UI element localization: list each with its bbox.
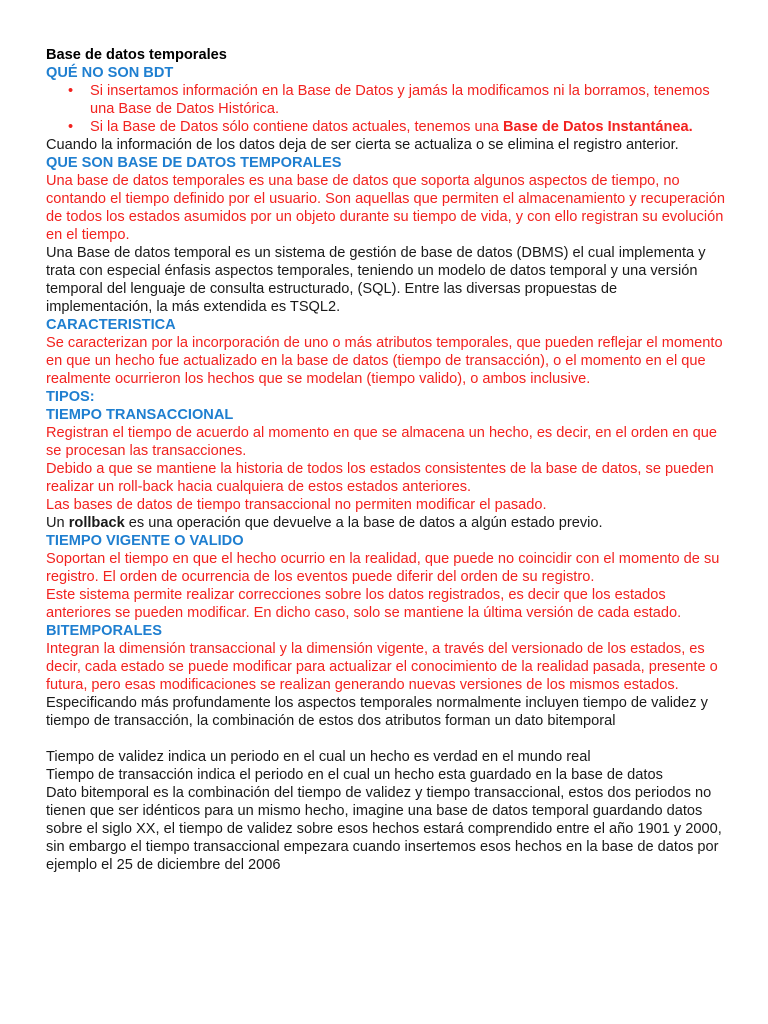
paragraph: Cuando la información de los datos deja de ser cierta se actualiza o se elimina el registro anterior. xyxy=(46,137,679,153)
paragraph: Debido a que se mantiene la historia de todos los estados consistentes de la base de datos, se pueden realizar un roll-back hacia cualquiera de estos estados anteriores. xyxy=(46,461,714,495)
blank-line xyxy=(46,730,726,748)
list-item xyxy=(68,118,726,136)
heading-que-no-son-bdt: QUÉ NO SON BDT xyxy=(46,65,174,81)
paragraph: Este sistema permite realizar correcciones sobre los datos registrados, es decir que los estados anteriores se pueden modificar. En dicho caso, solo se mantiene la última versión de cada estado. xyxy=(46,587,682,621)
heading-tiempo-vigente: TIEMPO VIGENTE O VALIDO xyxy=(46,533,244,549)
paragraph: Registran el tiempo de acuerdo al momento en que se almacena un hecho, es decir, en el orden en que se procesan las transacciones. xyxy=(46,425,717,459)
paragraph: Las bases de datos de tiempo transaccional no permiten modificar el pasado. xyxy=(46,497,547,513)
bold-text: rollback xyxy=(68,515,125,531)
paragraph xyxy=(46,514,726,532)
text-run: Un xyxy=(46,515,69,531)
paragraph: Tiempo de transacción indica el periodo en el cual un hecho esta guardado en la base de datos xyxy=(46,767,663,783)
paragraph: Dato bitemporal es la combinación del tiempo de validez y tiempo transaccional, estos dos periodos no tienen que ser idénticos para un mismo hecho, imagine una base de datos temporal guardando datos sobre el siglo XX, el tiempo de validez sobre esos hechos estará comprendido entre el año 1901 y 2000, sin embargo el tiempo transaccional empezara cuando insertemos esos hechos en la base de datos por ejemplo el 25 de diciembre del 2006 xyxy=(46,785,722,873)
heading-caracteristica: CARACTERISTICA xyxy=(46,317,176,333)
paragraph: Una Base de datos temporal es un sistema de gestión de base de datos (DBMS) el cual implementa y trata con especial énfasis aspectos temporales, teniendo un modelo de datos temporal y una versión temporal del lenguaje de consulta estructurado, (SQL). Entre las diversas propuestas de implementación, la más extendida es TSQL2. xyxy=(46,245,706,315)
paragraph: Integran la dimensión transaccional y la dimensión vigente, a través del versionado de los estados, es decir, cada estado se puede modificar para actualizar el conocimiento de la realidad pasada, presente o futura, pero esas modificaciones se realizan generando nuevas versiones de los mismos estados. xyxy=(46,641,718,693)
heading-tipos: TIPOS: xyxy=(46,389,95,405)
paragraph: Soportan el tiempo en que el hecho ocurrio en la realidad, que puede no coincidir con el momento de su registro. El orden de ocurrencia de los eventos puede diferir del orden de su registro. xyxy=(46,551,720,585)
bullet-icon: • xyxy=(68,83,74,99)
bullet-icon: • xyxy=(68,119,74,135)
heading-tiempo-transaccional: TIEMPO TRANSACCIONAL xyxy=(46,407,234,423)
paragraph: Tiempo de validez indica un periodo en el cual un hecho es verdad en el mundo real xyxy=(46,749,591,765)
list-item xyxy=(68,82,726,118)
document-title: Base de datos temporales xyxy=(46,47,227,63)
bullet-text: Si la Base de Datos sólo contiene datos actuales, tenemos una xyxy=(90,119,503,135)
bullet-list xyxy=(46,82,726,136)
text-run: es una operación que devuelve a la base de datos a algún estado previo. xyxy=(124,515,603,531)
bullet-bold-text: Base de Datos Instantánea. xyxy=(502,119,693,135)
heading-bitemporales: BITEMPORALES xyxy=(46,623,162,639)
paragraph: Se caracterizan por la incorporación de uno o más atributos temporales, que pueden reflejar el momento en que un hecho fue actualizado en la base de datos (tiempo de transacción), o el momento en el que realmente ocurrieron los hechos que se modelan (tiempo valido), o ambos inclusive. xyxy=(46,335,723,387)
bullet-text: Si insertamos información en la Base de Datos y jamás la modificamos ni la borramos, tenemos una Base de Datos Histórica. xyxy=(90,83,710,117)
paragraph: Una base de datos temporales es una base de datos que soporta algunos aspectos de tiempo, no contando el tiempo definido por el usuario. Son aquellas que permiten el almacenamiento y recuperación de todos los estados asumidos por un objeto durante su tiempo de vida, y con ello registran su evolución en el tiempo. xyxy=(46,173,726,243)
paragraph: Especificando más profundamente los aspectos temporales normalmente incluyen tiempo de validez y tiempo de transacción, la combinación de estos dos atributos forman un dato bitemporal xyxy=(46,695,708,729)
document-page xyxy=(46,46,726,874)
heading-que-son: QUE SON BASE DE DATOS TEMPORALES xyxy=(46,155,342,171)
